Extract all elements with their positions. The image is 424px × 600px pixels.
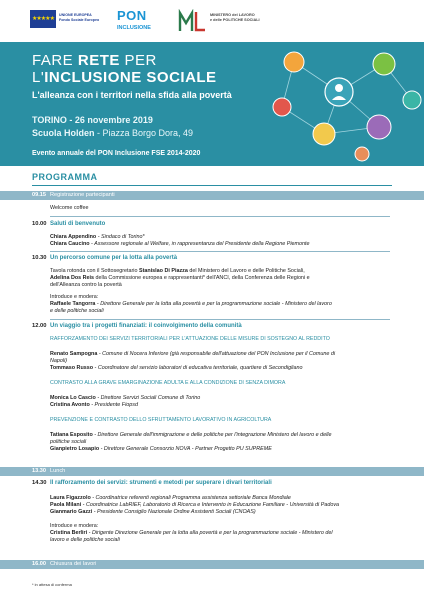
moderator-intro: Introduce e modera: (50, 523, 99, 529)
session-description: Tavola rotonda con il Sottosegretario Stanislao Di Piazza del Ministero del Lavoro e delle Politiche Sociali, (50, 268, 305, 274)
moderator: Raffaele Tangorra - Direttore Generale per la lotta alla povertà e per la programmazione sociale - Ministero del lavoro (50, 301, 332, 307)
session-time: 10.00 (32, 221, 47, 227)
ministry-logo-text: MINISTERO del LAVORO e delle POLITICHE SOCIALI (210, 13, 260, 22)
speaker: Monica Lo Cascio - Direttore Servizi Sociali Comune di Torino (50, 395, 201, 401)
eu-flag-icon: ★★★★★ (30, 10, 56, 28)
eu-logo-text: UNIONE EUROPEA Fondo Sociale Europeo (59, 13, 100, 22)
pon-inclusione-logo: PON INCLUSIONE (117, 8, 151, 31)
network-people-illustration-icon (264, 42, 424, 166)
speaker: Chiara Caucino - Assessore regionale al Welfare, in rappresentanza del Presidente della Regione Piemonte (50, 241, 310, 247)
subsection-title: RAFFORZAMENTO DEI SERVIZI TERRITORIALI PER L'ATTUAZIONE DELLE MISURE DI SOSTEGNO AL REDDITO (50, 336, 330, 342)
moderator: Cristina Berliri - Dirigente Direzione Generale per la lotta alla povertà e per la programmazione sociale - Ministero del (50, 530, 333, 536)
speaker-role: Napoli) (50, 358, 68, 364)
speaker: Tatiana Esposito - Direttore Generale dell'immigrazione e delle politiche per l'integrazione Ministero del lavoro e delle (50, 432, 332, 438)
divider (50, 319, 390, 320)
session-time: 10.30 (32, 255, 47, 261)
event-date: TORINO - 26 novembre 2019 (32, 115, 153, 125)
speaker-role: politiche sociali (50, 439, 87, 445)
speaker: Gianpietro Losapio - Direttore Generale Consorzio NOVA - Partner Progetto PU SUPREME (50, 446, 272, 452)
subsection-title: PREVENZIONE E CONTRASTO DELLO SFRUTTAMENTO LAVORATIVO IN AGRICOLTURA (50, 417, 272, 423)
session-description: Adelina Dos Reis della Commissione europea e rappresentanti* dell'ANCI, della Conferenza delle Regioni e (50, 275, 310, 281)
event-title-line1: FARE RETE PER (32, 52, 157, 69)
registration-band: 09.15 Registrazione partecipanti (0, 191, 424, 200)
logo-strip (0, 0, 424, 42)
session-time: 12.00 (32, 323, 47, 329)
session-title: Il rafforzamento dei servizi: strumenti e metodi per superare i divari territoriali (50, 480, 272, 486)
session-time: 14.30 (32, 480, 47, 486)
event-title-line2: L'INCLUSIONE SOCIALE (32, 69, 217, 86)
speaker: Renato Sampogna - Comune di Nocera Inferiore (già responsabile dell'attuazione del PON Inclusione per il Comune di (50, 351, 336, 357)
subsection-title: CONTRASTO ALLA GRAVE EMARGINAZIONE ADULTA E ALLA CONDIZIONE DI SENZA DIMORA (50, 380, 286, 386)
welcome-coffee: Welcome coffee (50, 205, 89, 211)
programma-heading: PROGRAMMA (32, 172, 98, 182)
divider (32, 185, 392, 186)
divider (50, 216, 390, 217)
moderator-intro: Introduce e modera: (50, 294, 99, 300)
moderator-role: e delle politiche sociali (50, 308, 104, 314)
event-description: Evento annuale del PON Inclusione FSE 2014-2020 (32, 150, 201, 157)
lunch-band: 13.30 Lunch (0, 467, 424, 476)
speaker: Cristina Avonto - Presidente Fiopsd (50, 402, 138, 408)
closing-band: 16.00 Chiusura dei lavori (0, 560, 424, 569)
event-venue: Scuola Holden - Piazza Borgo Dora, 49 (32, 128, 194, 138)
session-title: Saluti di benvenuto (50, 221, 106, 227)
speaker: Chiara Appendino - Sindaco di Torino* (50, 234, 145, 240)
speaker: Paola Milani - Coordinatrice LabRIEF, Laboratorio di Ricerca e Intervento in Educazione Familiare - Università di Padova (50, 502, 340, 508)
session-title: Un percorso comune per la lotta alla povertà (50, 255, 178, 261)
event-subtitle: L'alleanza con i territori nella sfida alla povertà (32, 90, 232, 100)
session-description: dell'Alleanza contro la povertà (50, 282, 122, 288)
moderator-role: lavoro e delle politiche sociali (50, 537, 120, 543)
divider (50, 251, 390, 252)
footnote: * in attesa di conferma (32, 582, 72, 587)
speaker: Laura Figazzolo - Coordinatrice referenti regionali Programma assistenza settoriale Banca Mondiale (50, 495, 291, 501)
session-title: Un viaggio tra i progetti finanziati: il coinvolgimento della comunità (50, 323, 242, 329)
speaker: Gianmario Gazzi - Presidente Consiglio Nazionale Ordine Assistenti Sociali (CNOAS) (50, 509, 256, 515)
ministry-logo-icon (178, 9, 208, 33)
speaker: Tommaso Russo - Coordinatore del servizio laboratori di educativa territoriale, quartiere di Secondigliano (50, 365, 303, 371)
